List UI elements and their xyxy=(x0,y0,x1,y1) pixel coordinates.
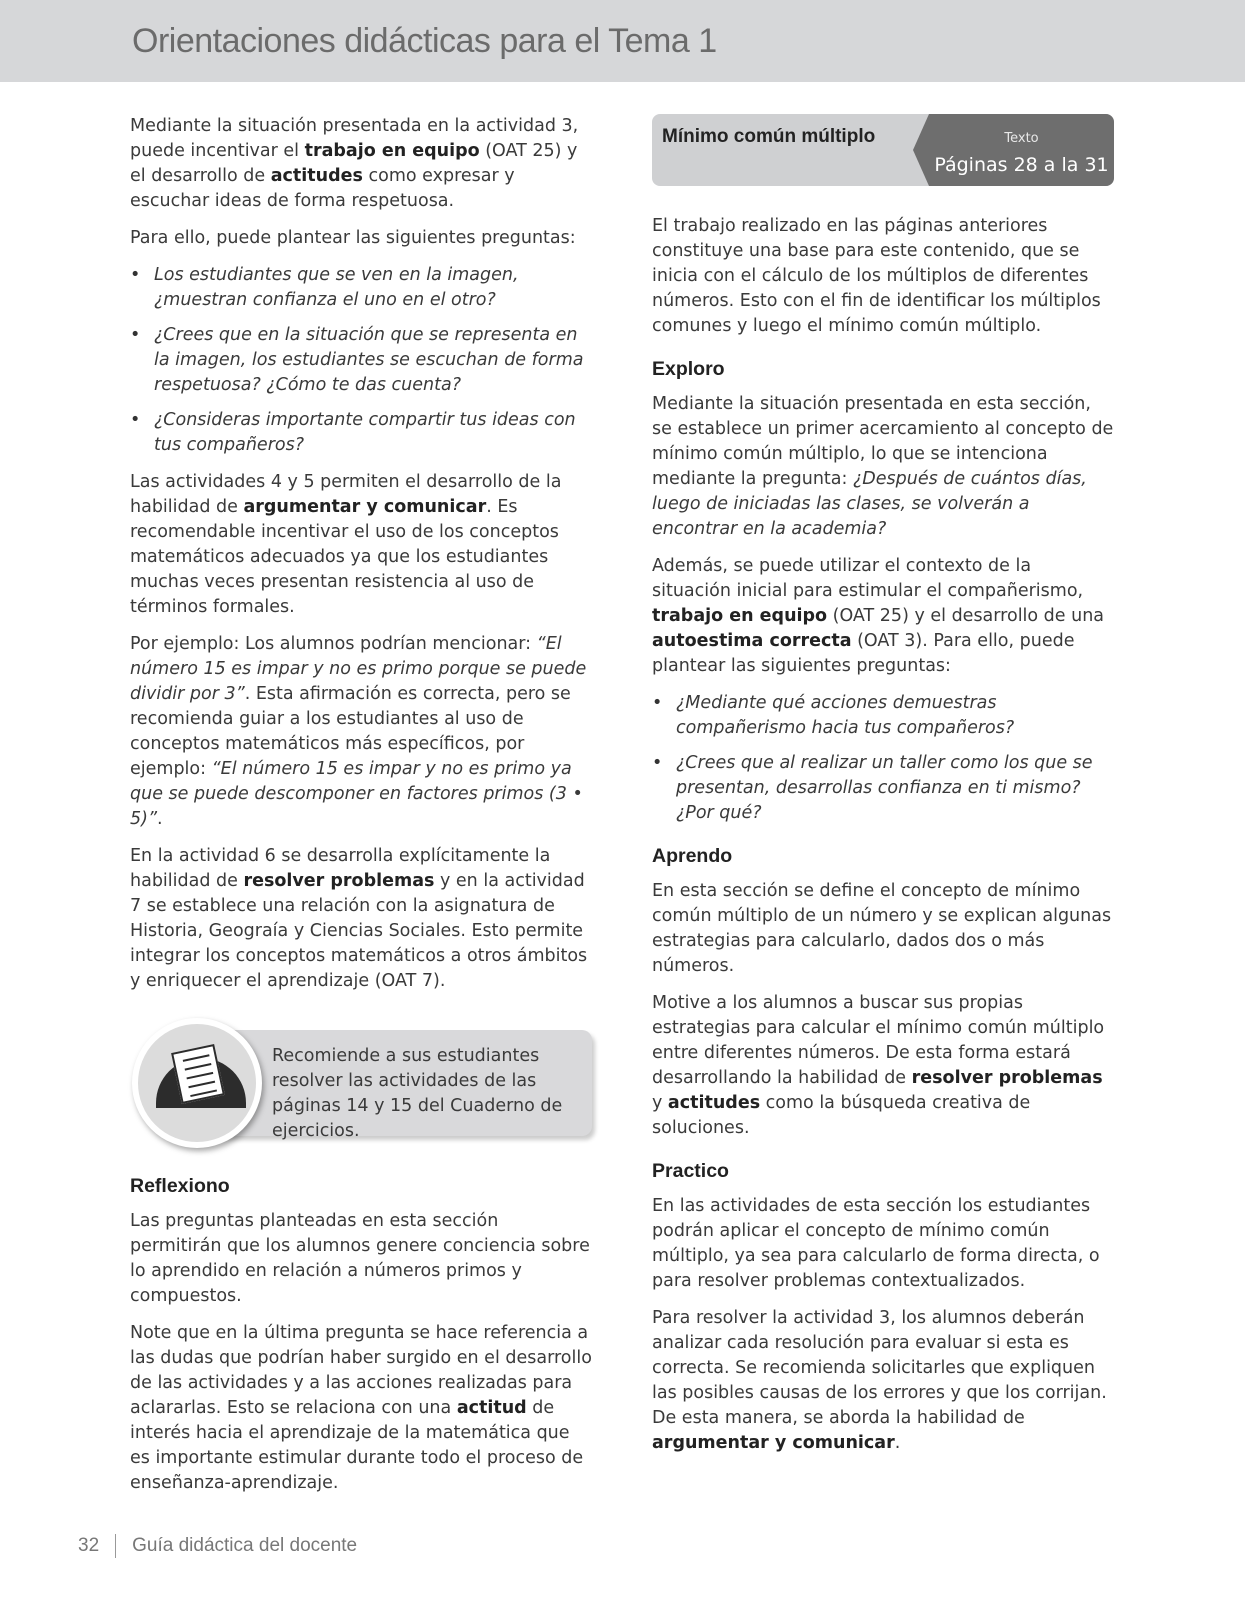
text: como expresar y escuchar ideas de forma respetuosa. xyxy=(130,166,515,211)
list-item: • ¿Mediante qué acciones demuestras compañerismo hacia tus compañeros? xyxy=(652,691,1114,741)
text: de interés hacia el aprendizaje de la matemática que es importante estimular durante todo el proceso de enseñanza-aprendizaje. xyxy=(130,1398,584,1493)
paragraph xyxy=(652,991,1114,1141)
paragraph xyxy=(130,844,594,994)
list-item: • ¿Crees que en la situación que se representa en la imagen, los estudiantes se escuchan de forma respetuosa? ¿Cómo te das cuenta? xyxy=(130,323,594,398)
text: . Es recomendable incentivar el uso de los conceptos matemáticos adecuados ya que los estudiantes muchas veces presentan resistencia al uso de términos formales. xyxy=(130,497,559,617)
italic-quote: “El número 15 es impar y no es primo porque se puede dividir por 3” xyxy=(130,634,587,704)
text: y en la actividad 7 se establece una relación con la asignatura de Historia, Geograía y Ciencias Sociales. Esto permite integrar los conceptos matemáticos a otros ámbitos y enriquecer el aprendizaje (OAT 7). xyxy=(130,871,588,991)
paragraph: El trabajo realizado en las páginas anteriores constituye una base para este contenido, que se inicia con el cálculo de los múltiplos de diferentes números. Esto con el fin de identificar los múltiplos comunes y luego el mínimo común múltiplo. xyxy=(652,216,1101,336)
page-footer xyxy=(78,1534,357,1558)
callout-text: Recomiende a sus estudiantes resolver las actividades de las páginas 14 y 15 del Cuaderno de ejercicios. xyxy=(272,1046,563,1141)
question-list xyxy=(130,263,594,458)
bold-term: resolver problemas xyxy=(911,1068,1103,1088)
text: Para resolver la actividad 3, los alumnos deberán analizar cada resolución para evaluar si esta es correcta. Se recomienda solicitarles que expliquen las posibles causas de los errores y que los corrijan. De esta manera, se aborda la habilidad de xyxy=(652,1308,1107,1428)
text: Además, se puede utilizar el contexto de la situación inicial para estimular el compañerismo, xyxy=(652,556,1084,601)
text: (OAT 25) y el desarrollo de una xyxy=(827,606,1105,626)
footer-divider xyxy=(115,1534,116,1558)
section-heading-reflexiono: Reflexiono xyxy=(130,1175,230,1197)
text: Mediante la situación presentada en la actividad 3, puede incentivar el xyxy=(130,116,579,161)
paragraph xyxy=(130,1321,594,1496)
bold-term: actitudes xyxy=(667,1093,761,1113)
text: (OAT 25) y el desarrollo de xyxy=(130,141,578,186)
text: (OAT 3). Para ello, puede plantear las siguientes preguntas: xyxy=(652,631,1075,676)
paragraph xyxy=(652,392,1114,542)
text: Mediante la situación presentada en esta sección, se establece un primer acercamiento al concepto de mínimo común múltiplo, lo que se intenciona mediante la pregunta: xyxy=(652,394,1114,489)
paragraph: En las actividades de esta sección los estudiantes podrán aplicar el concepto de mínimo común múltiplo, ya sea para calcularlo de forma directa, o para resolver problemas contextualizados. xyxy=(652,1196,1100,1291)
tag-label: Texto xyxy=(1004,131,1039,146)
page-number: 32 xyxy=(78,1535,100,1557)
notebook-icon xyxy=(171,1044,225,1104)
text: Motive a los alumnos a buscar sus propias estrategias para calcular el mínimo común múltiplo entre diferentes números. De esta forma estará desarrollando la habilidad de xyxy=(652,993,1105,1088)
left-column xyxy=(130,114,594,1508)
list-item: • ¿Consideras importante compartir tus ideas con tus compañeros? xyxy=(130,408,594,458)
text: . xyxy=(894,1433,901,1453)
pages-tag xyxy=(929,114,1114,186)
text: y xyxy=(652,1093,668,1113)
text: Las actividades 4 y 5 permiten el desarrollo de la habilidad de xyxy=(130,472,562,517)
page-header-bar xyxy=(0,0,1245,82)
right-column xyxy=(652,114,1114,1468)
bold-term: resolver problemas xyxy=(243,871,435,891)
topic-banner xyxy=(652,114,1114,186)
text: Note que en la última pregunta se hace referencia a las dudas que podrían haber surgido en el desarrollo de las actividades y a las acciones realizadas para aclararlas. Esto se relaciona con una xyxy=(130,1323,592,1418)
paragraph: En esta sección se define el concepto de mínimo común múltiplo de un número y se explican algunas estrategias para calcularlo, dados dos o más números. xyxy=(652,881,1112,976)
list-item: • ¿Crees que al realizar un taller como los que se presentan, desarrollas confianza en ti mismo? ¿Por qué? xyxy=(652,751,1114,826)
notebook-icon-badge xyxy=(132,1018,262,1148)
paragraph xyxy=(130,114,594,214)
workbook-callout xyxy=(130,1018,594,1148)
paragraph xyxy=(130,632,594,832)
bold-term: actitud xyxy=(456,1398,527,1418)
text: . Esta afirmación es correcta, pero se recomienda guiar a los estudiantes al uso de conceptos matemáticos más específicos, por ejemplo: xyxy=(130,684,571,779)
paragraph: Para ello, puede plantear las siguientes preguntas: xyxy=(130,228,576,248)
guide-title: Guía didáctica del docente xyxy=(132,1535,358,1557)
text: Por ejemplo: Los alumnos podrían mencionar: xyxy=(130,634,537,654)
bold-term: autoestima correcta xyxy=(652,631,852,651)
text: como la búsqueda creativa de soluciones. xyxy=(652,1093,1031,1138)
paragraph xyxy=(652,554,1114,679)
text: En la actividad 6 se desarrolla explícitamente la habilidad de xyxy=(130,846,551,891)
bold-term: trabajo en equipo xyxy=(304,141,480,161)
text: . xyxy=(157,809,163,829)
section-heading-aprendo: Aprendo xyxy=(652,845,733,867)
question-list xyxy=(652,691,1114,826)
paragraph xyxy=(130,470,594,620)
tag-pages: Páginas 28 a la 31 xyxy=(934,154,1109,176)
paragraph: Las preguntas planteadas en esta sección permitirán que los alumnos genere conciencia sobre lo aprendido en relación a números primos y compuestos. xyxy=(130,1211,590,1306)
topic-title: Mínimo común múltiplo xyxy=(662,126,876,147)
bold-term: actitudes xyxy=(270,166,363,186)
italic-quote: ¿Después de cuántos días, luego de iniciadas las clases, se volverán a encontrar en la academia? xyxy=(652,469,1087,539)
italic-quote: “El número 15 es impar y no es primo ya que se puede descomponer en factores primos (3 • 5)” xyxy=(130,759,583,829)
bold-term: argumentar y comunicar xyxy=(652,1433,895,1453)
section-heading-exploro: Exploro xyxy=(652,358,725,380)
list-item: • Los estudiantes que se ven en la imagen, ¿muestran confianza el uno en el otro? xyxy=(130,263,594,313)
page-title: Orientaciones didácticas para el Tema 1 xyxy=(132,22,717,60)
paragraph xyxy=(652,1306,1114,1456)
bold-term: trabajo en equipo xyxy=(652,606,828,626)
bold-term: argumentar y comunicar xyxy=(243,497,487,517)
section-heading-practico: Practico xyxy=(652,1160,729,1182)
